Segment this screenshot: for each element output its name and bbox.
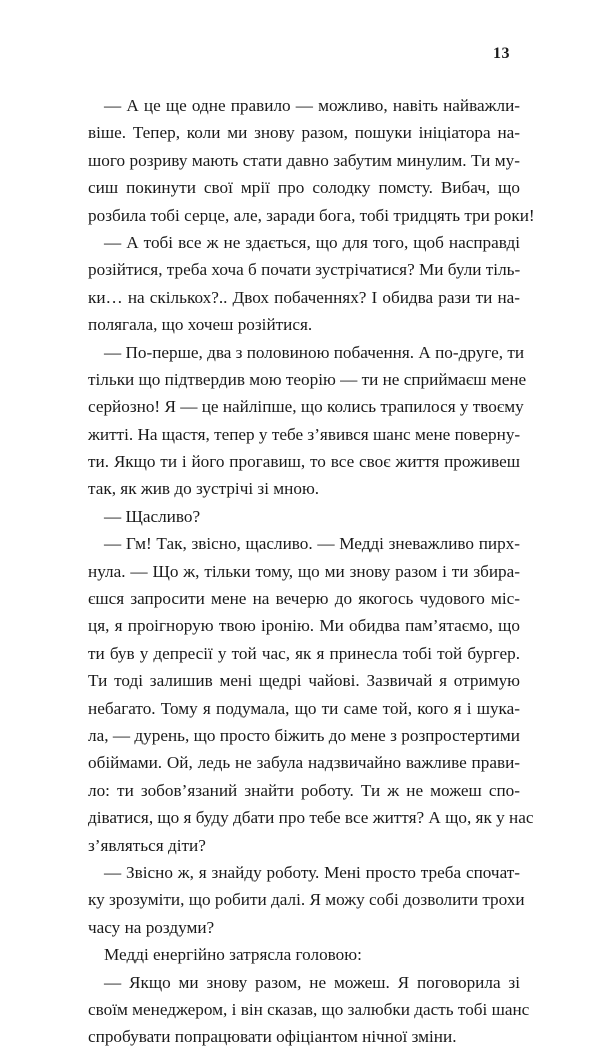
text-line: Ти тоді залишив мені щедрі чайові. Зазвичай я отримую [88,671,520,691]
text-line: своїм менеджером, і він сказав, що залюбки дасть тобі шанс [88,999,530,1019]
text-line: — Звісно ж, я знайду роботу. Мені просто треба спочат- [104,862,520,882]
text-line: часу на роздуми? [88,917,215,937]
text-line: — Щасливо? [104,506,201,526]
text-line: так, як жив до зустрічі зі мною. [88,479,320,499]
text-line: ку зрозуміти, що робити далі. Я можу собі дозволити трохи [88,890,525,910]
text-line: полягала, що хочеш розійтися. [88,315,313,335]
page-number: 13 [493,45,510,62]
text-line: віше. Тепер, коли ми знову разом, пошуки ініціатора на- [88,123,520,143]
text-line: ла, — дурень, що просто біжить до мене з розпростертими [88,725,520,745]
text-line: єшся запросити мене на вечерю до якогось чудового міс- [88,589,520,609]
text-line: — Гм! Так, звісно, щасливо. — Медді зневажливо пирх- [104,534,520,554]
text-line: — А це ще одне правило — можливо, навіть найважли- [104,96,520,115]
text-line: розбила тобі серце, але, заради бога, тобі тридцять три роки! [88,205,535,225]
text-line: Медді енергійно затрясла головою: [104,945,362,965]
text-line: ти. Якщо ти і його прогавиш, то все своє життя проживеш [88,452,520,472]
text-line: тільки що підтвердив мою теорію — ти не сприймаєш мене [88,369,527,389]
text-line: спробувати попрацювати офіціантом нічної зміни. [88,1027,457,1047]
text-line: ця, я проігнорую твою іронію. Ми обидва пам’ятаємо, що [88,616,520,636]
text-line: шого розриву мають стати давно забутим минулим. Ти му- [88,150,520,170]
text-line: небагато. Тому я подумала, що ти саме той, кого я і шука- [88,698,520,718]
text-line: — Якщо ми знову разом, не можеш. Я поговорила зі [104,972,520,992]
text-line: ти був у депресії у той час, як я принесла тобі той бургер. [88,643,520,663]
text-line: ло: ти зобов’язаний знайти роботу. Ти ж не можеш спо- [88,780,520,800]
text-line: ки… на скількох?.. Двох побаченнях? І обидва рази ти на- [88,287,520,307]
text-line: житті. На щастя, тепер у тебе з’явився шанс мене поверну- [88,424,521,444]
text-line: розійтися, треба хоча б почати зустрічатися? Ми були тіль- [88,260,521,280]
text-line: нула. — Що ж, тільки тому, що ми знову разом і ти збира- [88,561,520,581]
body-text [88,92,535,1051]
text-line: обіймами. Ой, ледь не забула надзвичайно важливе прави- [88,753,520,773]
text-line: сиш покинути свої мрії про солодку помсту. Вибач, що [88,178,520,198]
text-line: — А тобі все ж не здається, що для того, щоб насправді [104,232,520,252]
text-line: діватися, що я буду дбати про тебе все життя? А що, як у нас [88,808,534,828]
text-line: з’являться діти? [88,835,206,855]
text-line: — По-перше, два з половиною побачення. А по-друге, ти [104,342,525,362]
text-line: серйозно! Я — це найліпше, що колись трапилося у твоєму [88,397,524,417]
